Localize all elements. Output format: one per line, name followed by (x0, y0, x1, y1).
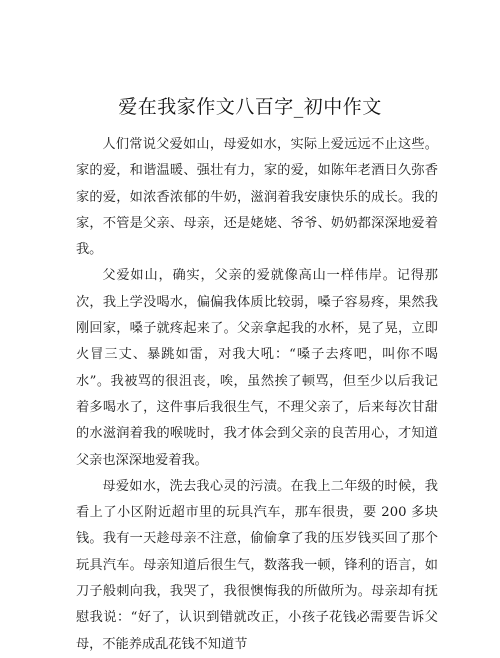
paragraph-2: 父爱如山，确实，父亲的爱就像高山一样伟岸。记得那次，我上学没喝水，偏偏我体质比较弱，嗓子容易疼，果然我刚回家，嗓子就疼起来了。父亲拿起我的水杯，晃了晃，立即火冒三丈、暴跳如雷，对我大吼：“嗓子去疼吧，叫你不喝水”。我被骂的很沮丧，唉，虽然挨了顿骂，但至少以后我记着多喝水了，这件事后我很生气，不理父亲了，后来每次甘甜的水滋润着我的喉咙时，我才体会到父亲的良苦用心，才知道父亲也深深地爱着我。 (76, 268, 438, 468)
paragraph-3: 母爱如水，洗去我心灵的污渍。在我上二年级的时候，我看上了小区附近超市里的玩具汽车，那车很贵，要 200 多块钱。我有一天趁母亲不注意，偷偷拿了我的压岁钱买回了那个玩具汽车。母亲知道后很生气，数落我一顿，锋利的语言，如刀子般刺向我，我哭了，我很懊悔我的所做所为。母亲却有抚慰我说：“好了，认识到错就改正，小孩子花钱必需要告诉父母，不能养成乱花钱不知道节 (76, 478, 438, 652)
document-body (76, 132, 438, 658)
document-title: 爱在我家作文八百字_初中作文 (118, 96, 382, 118)
paragraph-1: 人们常说父爱如山，母爱如水，实际上爱远远不止这些。家的爱，和谐温暖、强壮有力，家的爱，如陈年老酒日久弥香家的爱，如浓香浓郁的牛奶，滋润着我安康快乐的成长。我的家，不管是父亲、母亲，还是姥姥、爷爷、奶奶都深深地爱着我。 (76, 137, 438, 258)
